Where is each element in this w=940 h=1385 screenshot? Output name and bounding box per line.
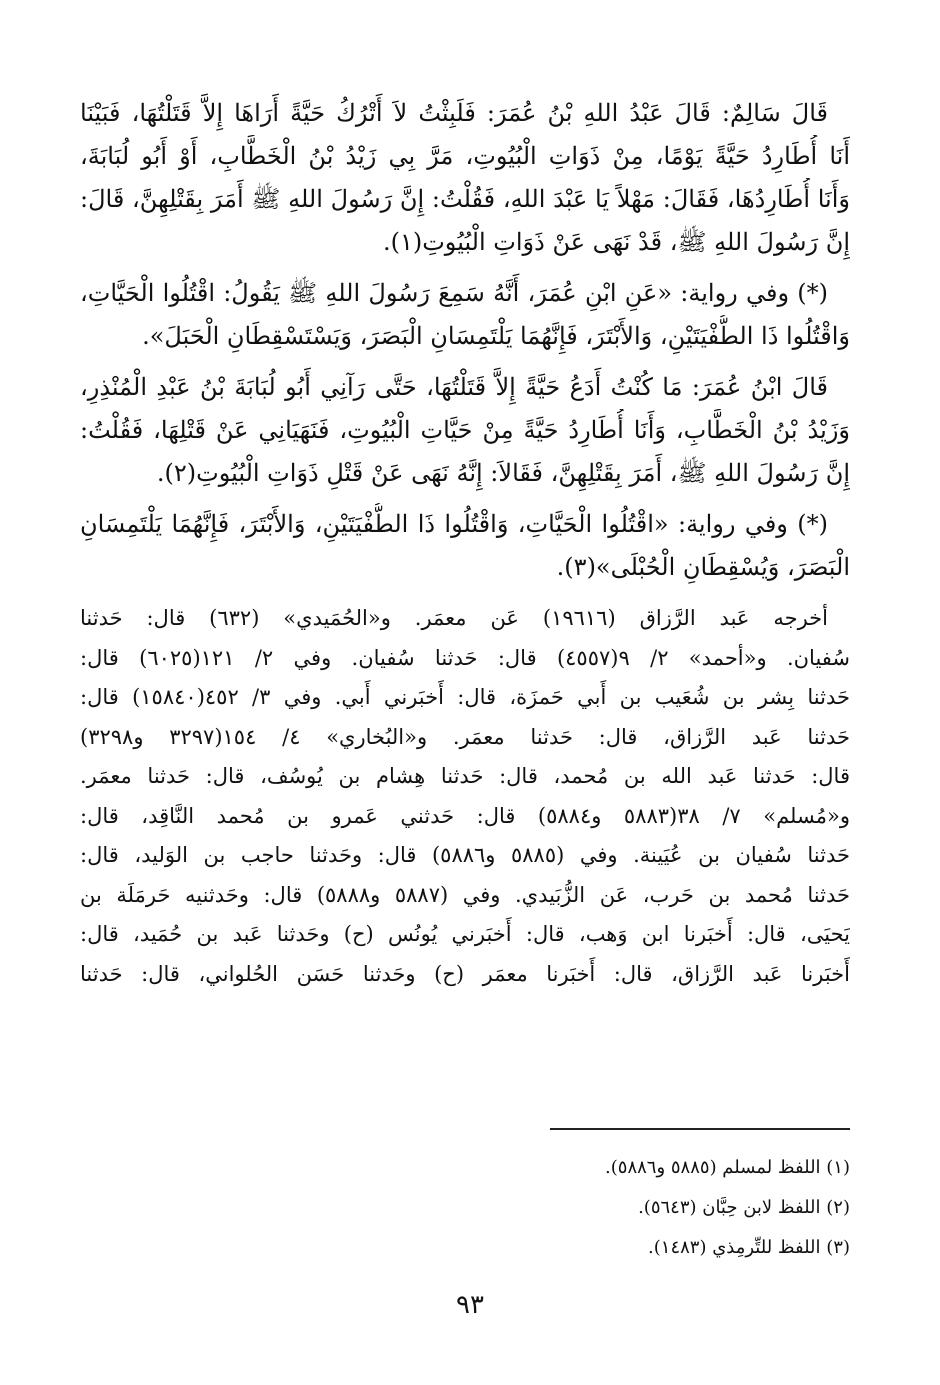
footnotes — [350, 1148, 850, 1268]
text-line: الْبَصَرَ، وَيُسْقِطَانِ الْحُبْلَى»(٣). — [556, 553, 850, 581]
text-line: حَدثنا مُحمد بن حَرب، عَن الزُّبَيدي. وفي (٥٨٨٧ و٥٨٨٨) قال: وحَدثنيه حَرمَلَة بن — [80, 882, 850, 907]
footnote-2: (٢) اللفظ لابن حِبَّان (٥٦٤٣). — [638, 1197, 850, 1218]
text-line: حَدثنا عَبد الرَّزاق، قال: حَدثنا معمَر. و«البُخاري» ٤/ ١٥٤(٣٢٩٧ و٣٢٩٨) — [80, 724, 850, 749]
footnote-1: (١) اللفظ لمسلم (٥٨٨٥ و٥٨٨٦). — [605, 1157, 850, 1178]
page-body — [80, 92, 850, 994]
hadith-paragraph-2 — [80, 272, 850, 358]
text-line: إِنَّ رَسُولَ اللهِ ﷺ، أَمَرَ بِقَتْلِهِنَّ، فَقَالاَ: إِنَّهُ نَهَى عَنْ قَتْلِ ذَوَاتِ الْبُيُوتِ(٢). — [156, 459, 850, 487]
footnote-separator — [550, 1128, 850, 1130]
text-line: وَأَنَا أُطَارِدُهَا، فَقَالَ: مَهْلاً يَا عَبْدَ اللهِ، فَقُلْتُ: إِنَّ رَسُولَ اللهِ ﷺ أَمَرَ بِقَتْلِهِنَّ، قَالَ: — [80, 185, 850, 213]
text-line: يَحيَى، قال: أَخبَرنا ابن وَهب، قال: أَخبَرني يُونُس (ح) وحَدثنا عَبد بن حُمَيد، قال: — [80, 922, 850, 946]
text-line: و«مُسلم» ٧/ ٣٨(٥٨٨٣ و٥٨٨٤) قال: حَدثني عَمرو بن مُحمد النَّاقِد، قال: — [80, 803, 850, 828]
text-line: (*) وفي رواية: «اقْتُلُوا الْحَيَّاتِ، وَاقْتُلُوا ذَا الطُّفْيَتَيْنِ، وَالأَبْتَرَ، فَإِنَّهُمَا يَلْتَمِسَانِ — [80, 510, 828, 538]
page-number: ٩٣ — [456, 1290, 484, 1320]
text-line: حَدثنا سُفيان بن عُيَينة. وفي (٥٨٨٥ و٥٨٨٦) قال: وحَدثنا حاجب بن الوَليد، قال: — [80, 843, 850, 867]
hadith-paragraph-1 — [80, 92, 850, 264]
text-line: أَنَا أُطَارِدُ حَيَّةً يَوْمًا، مِنْ ذَوَاتِ الْبُيُوتِ، مَرَّ بِي زَيْدُ بْنُ الْخَطَّابِ، أَوْ أَبُو لُبَابَةَ، — [80, 142, 850, 170]
text-line: قال: حَدثنا عَبد الله بن مُحمد، قال: حَدثنا هِشام بن يُوسُف، قال: حَدثنا معمَر. — [80, 764, 850, 788]
hadith-text — [80, 92, 850, 589]
text-line: إِنَّ رَسُولَ اللهِ ﷺ، قَدْ نَهَى عَنْ ذَوَاتِ الْبُيُوتِ(١). — [382, 228, 850, 256]
hadith-paragraph-4 — [80, 503, 850, 589]
text-line: حَدثنا بِشر بن شُعَيب بن أَبي حَمزَة، قال: أَخبَرني أَبي. وفي ٣/ ٤٥٢(١٥٨٤٠) قال: — [80, 685, 850, 709]
footnote-3: (٣) اللفظ للتِّرمِذي (١٤٨٣). — [648, 1237, 850, 1258]
text-line: (*) وفي رواية: «عَنِ ابْنِ عُمَرَ، أَنَّهُ سَمِعَ رَسُولَ اللهِ ﷺ يَقُولُ: اقْتُلُوا الْحَيَّاتِ، — [80, 279, 828, 307]
hadith-paragraph-3 — [80, 366, 850, 495]
takhrij-paragraph — [80, 599, 850, 994]
text-line: أَخبَرنا عَبد الرَّزاق، قال: أَخبَرنا معمَر (ح) وحَدثنا حَسَن الحُلواني، قال: حَدثنا — [80, 961, 850, 986]
text-line: قَالَ سَالِمٌ: قَالَ عَبْدُ اللهِ بْنُ عُمَرَ: فَلَبِثْتُ لاَ أَتْرُكُ حَيَّةً أَرَاهَا إِلاَّ قَتَلْتُهَا، فَبَيْنَا — [80, 99, 828, 127]
text-line: أخرجه عَبد الرَّزاق (١٩٦١٦) عَن معمَر. و«الحُمَيدي» (٦٣٢) قال: حَدثنا — [80, 606, 828, 630]
text-line: قَالَ ابْنُ عُمَرَ: مَا كُنْتُ أَدَعُ حَيَّةً إِلاَّ قَتَلْتُهَا، حَتَّى رَآنِي أَبُو لُبَابَةَ بْنُ عَبْدِ الْمُنْذِرِ، — [80, 373, 828, 401]
text-line: وَاقْتُلُوا ذَا الطُّفْيَتَيْنِ، وَالأَبْتَرَ، فَإِنَّهُمَا يَلْتَمِسَانِ الْبَصَرَ، وَيَسْتَسْقِطَانِ الْحَبَلَ». — [142, 322, 850, 350]
text-line: وَزَيْدُ بْنُ الْخَطَّابِ، وَأَنَا أُطَارِدُ حَيَّةً مِنْ حَيَّاتِ الْبُيُوتِ، فَنَهَيَانِي عَنْ قَتْلِهَا، فَقُلْتُ: — [80, 416, 850, 444]
text-line: سُفيان. و«أحمد» ٢/ ٩(٤٥٥٧) قال: حَدثنا سُفيان. وفي ٢/ ١٢١(٦٠٢٥) قال: — [80, 645, 850, 670]
